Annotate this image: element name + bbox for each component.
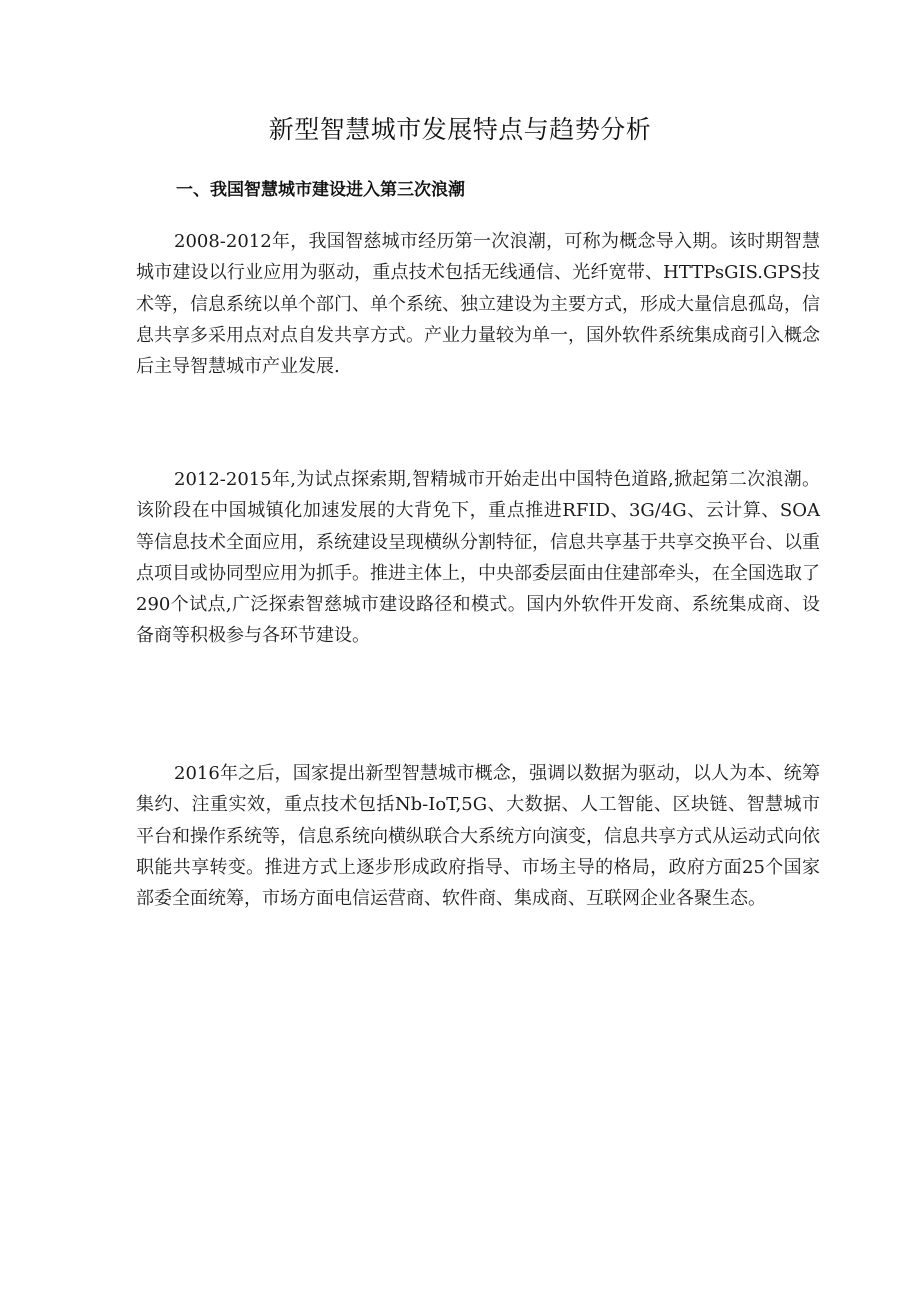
paragraph-third-wave: 2016年之后，国家提出新型智慧城市概念，强调以数据为驱动，以人为本、统筹集约、注重实效，重点技术包括Nb-IoT,5G、大数据、人工智能、区块链、智慧城市平台和操作系统等，信息系统向横纵联合大系统方向演变，信息共享方式从运动式向依职能共享转变。推进方式上逐步形成政府指导、市场主导的格局，政府方面25个国家部委全面统筹，市场方面电信运营商、软件商、集成商、互联网企业各聚生态。 (136, 763, 820, 910)
paragraph-first-wave: 2008-2012年，我国智慈城市经历第一次浪潮，可称为概念导入期。该时期智慧城市建设以行业应用为驱动，重点技术包括无线通信、光纤宽带、HTTPsGIS.GPS技术等，信息系统以单个部门、单个系统、独立建设为主要方式，形成大量信息孤岛，信息共享多采用点对点自发共享方式。产业力量较为单一，国外软件系统集成商引入概念后主导智慧城市产业发展. (136, 231, 820, 378)
document-title: 新型智慧城市发展特点与趋势分析 (268, 115, 652, 144)
paragraph-second-wave: 2012-2015年,为试点探索期,智精城市开始走出中国特色道路,掀起第二次浪潮。该阶段在中国城镇化加速发展的大背免下，重点推进RFID、3G/4G、云计算、SOA等信息技术全面应用，系统建设呈现横纵分割特征，信息共享基于共享交换平台、以重点项目或协同型应用为抓手。推进主体上，中央部委层面由住建部牵头，在全国选取了290个试点,广泛探索智慈城市建设路径和模式。国内外软件开发商、系统集成商、设备商等积极参与各环节建设。 (136, 469, 820, 647)
section-heading: 一、我国智慧城市建设进入第三次浪潮 (176, 180, 465, 200)
